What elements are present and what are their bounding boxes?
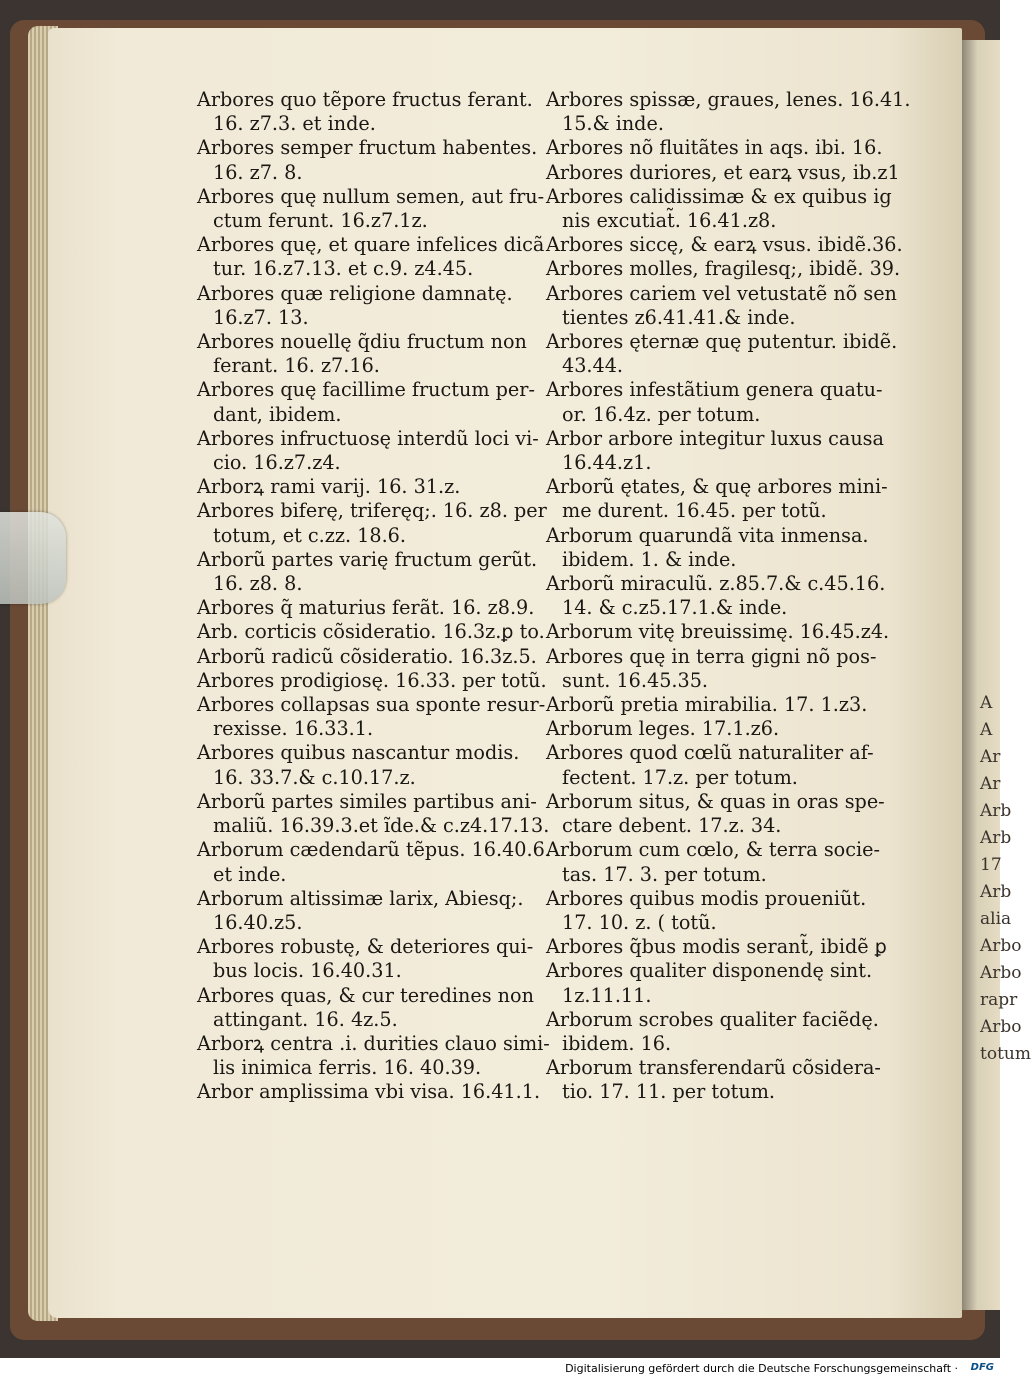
index-entry-heading: Arbores molles, fragilesq;, ibidẽ. 39. bbox=[546, 257, 901, 281]
index-entry bbox=[197, 596, 535, 620]
index-entry-continuation: ibidem. 1. & inde. bbox=[562, 547, 737, 571]
index-entry-heading: Arbores infestãtium genera quatu- bbox=[546, 378, 883, 402]
index-entry bbox=[546, 741, 876, 789]
index-entry bbox=[197, 668, 547, 693]
index-entry bbox=[546, 475, 888, 523]
index-entry bbox=[197, 499, 547, 547]
index-entry-heading: Arborũ partes similes partibus ani- bbox=[197, 789, 537, 813]
facing-page-fragment: Arbo bbox=[980, 936, 1022, 956]
index-entry-heading: Arbores quę in terra gigni nõ pos- bbox=[546, 644, 877, 668]
index-column-right bbox=[546, 88, 911, 1105]
index-entry-heading: Arbores quibus modis proueniũt. bbox=[546, 886, 867, 910]
index-entry-heading: Arborũ ętates, & quę arbores mini- bbox=[546, 475, 888, 499]
index-entry-heading: Arbores collapsas sua sponte resur- bbox=[197, 693, 546, 717]
index-entry-heading: Arborum quarundã vita inmensa. bbox=[546, 523, 869, 547]
index-entry bbox=[197, 741, 527, 789]
index-entry-heading: Arbores siccę, & earꝝ vsus. ibidẽ.36. bbox=[546, 233, 903, 257]
index-entry-continuation: 16. z7. 8. bbox=[213, 160, 303, 184]
index-entry-heading: Arbores quę, et quare infelices dicã bbox=[197, 233, 545, 257]
index-entry-continuation: nis excutiat̃. 16.41.z8. bbox=[562, 209, 777, 233]
facing-page-fragment: A bbox=[980, 693, 993, 713]
facing-page-fragment: 17 bbox=[980, 855, 1002, 875]
facing-page-text bbox=[980, 690, 1031, 1068]
index-entry-continuation: ferant. 16. z7.16. bbox=[213, 354, 380, 378]
index-entry-heading: Arbores cariem vel vetustatẽ nõ sen bbox=[546, 281, 897, 305]
index-entry bbox=[546, 572, 886, 620]
index-entry bbox=[197, 983, 534, 1032]
index-entry-heading: Arbores ęternæ quę putentur. ibidẽ. bbox=[546, 330, 898, 354]
index-entry-heading: Arborũ miraculũ. z.85.7.& c.45.16. bbox=[546, 572, 886, 596]
index-entry-heading: Arborum altissimæ larix, Abiesq;. bbox=[197, 886, 524, 910]
index-entry-continuation: tas. 17. 3. per totum. bbox=[562, 862, 767, 886]
index-entry bbox=[546, 184, 892, 233]
index-entry bbox=[197, 838, 551, 886]
index-entry-heading: Arbores semper fructum habentes. bbox=[197, 136, 538, 160]
index-entry bbox=[546, 426, 884, 475]
index-entry-continuation: 14. & c.z5.17.1.& inde. bbox=[562, 596, 788, 620]
index-entry bbox=[546, 233, 903, 257]
index-entry-heading: Arbores q̃bus modis serant̃, ibidẽ ꝑ bbox=[546, 935, 887, 959]
index-entry-continuation: totum, et c.zz. 18.6. bbox=[213, 523, 406, 547]
index-entry-continuation: tur. 16.z7.13. et c.9. z4.45. bbox=[213, 257, 474, 281]
index-entry-heading: Arbores qualiter disponendę sint. bbox=[546, 959, 873, 983]
index-entry bbox=[546, 281, 897, 330]
index-entry-continuation: 1z.11.11. bbox=[562, 983, 652, 1007]
index-entry bbox=[546, 887, 876, 935]
index-entry-continuation: cio. 16.z7.z4. bbox=[213, 451, 341, 475]
index-entry bbox=[546, 838, 880, 886]
index-entry-heading: Arbores infructuosę interdũ loci vi- bbox=[197, 426, 539, 450]
index-entry bbox=[197, 426, 539, 475]
index-entry bbox=[197, 693, 546, 741]
index-entry bbox=[546, 620, 890, 644]
facing-page-fragment: Arbo bbox=[980, 1017, 1022, 1037]
index-entry bbox=[546, 136, 883, 160]
index-entry bbox=[197, 935, 534, 983]
index-entry bbox=[546, 935, 887, 959]
index-entry-heading: Arbores nõ fluitãtes in aqs. ibi. 16. bbox=[546, 136, 883, 160]
index-entry bbox=[546, 645, 876, 693]
index-entry-continuation: tio. 17. 11. per totum. bbox=[562, 1080, 776, 1104]
index-entry-continuation: 16.z7. 13. bbox=[213, 305, 309, 329]
index-entry-heading: Arbor arbore integitur luxus causa bbox=[546, 426, 884, 450]
index-entry bbox=[546, 160, 900, 185]
index-entry-continuation: lis inimica ferris. 16. 40.39. bbox=[213, 1056, 482, 1080]
index-entry-continuation: 16. z7.3. et inde. bbox=[213, 112, 376, 136]
index-entry-heading: Arbores quę facillime fructum per- bbox=[197, 378, 535, 402]
index-entry-heading: Arborum transferendarũ cõsidera- bbox=[546, 1056, 881, 1080]
index-entry-continuation: me durent. 16.45. per totũ. bbox=[562, 499, 827, 523]
index-entry-heading: Arbores biferę, triferęq;. 16. z8. per bbox=[197, 499, 547, 523]
facing-page-fragment: Arb bbox=[980, 828, 1012, 848]
index-entry bbox=[197, 644, 537, 669]
index-entry-heading: Arbores prodigiosę. 16.33. per totũ. bbox=[197, 668, 547, 692]
index-entry bbox=[197, 136, 538, 184]
index-entry bbox=[546, 717, 876, 741]
index-entry-heading: Arborum leges. 17.1.z6. bbox=[546, 717, 780, 741]
footer-bar bbox=[0, 1358, 1000, 1380]
index-entry bbox=[197, 88, 533, 136]
index-entry-continuation: 16. z8. 8. bbox=[213, 572, 303, 596]
index-entry-heading: Arbores q̃ maturius ferãt. 16. z8.9. bbox=[197, 596, 535, 620]
index-entry bbox=[546, 1007, 879, 1056]
index-entry-continuation: 16.44.z1. bbox=[562, 451, 652, 475]
index-entry-heading: Arbores calidissimæ & ex quibus ig bbox=[546, 184, 892, 208]
facing-page-fragment: A bbox=[980, 720, 993, 740]
index-entry bbox=[197, 282, 527, 330]
index-entry-continuation: ctum ferunt. 16.z7.1z. bbox=[213, 209, 428, 233]
index-entry-heading: Arborum situs, & quas in oras spe- bbox=[546, 789, 885, 813]
index-entry-heading: Arborꝝ rami varij. 16. 31.z. bbox=[197, 475, 461, 499]
index-entry-continuation: rexisse. 16.33.1. bbox=[213, 717, 374, 741]
index-entry-heading: Arborũ partes varię fructum gerũt. bbox=[197, 547, 538, 571]
facing-page-fragment: Ar bbox=[980, 747, 1001, 767]
index-entry bbox=[546, 959, 876, 1007]
index-entry-continuation: sunt. 16.45.35. bbox=[562, 668, 709, 692]
index-entry bbox=[546, 524, 876, 572]
index-entry-continuation: or. 16.4z. per totum. bbox=[562, 402, 761, 426]
facing-page-fragment: rapr bbox=[980, 990, 1018, 1010]
facing-page-fragment: alia bbox=[980, 909, 1012, 929]
index-entry bbox=[197, 1031, 550, 1080]
index-entry bbox=[197, 330, 527, 378]
index-entry-heading: Arbor amplissima vbi visa. 16.41.1. bbox=[197, 1080, 541, 1104]
index-entry-continuation: 16. 33.7.& c.10.17.z. bbox=[213, 765, 416, 789]
index-entry-heading: Arborũ pretia mirabilia. 17. 1.z3. bbox=[546, 693, 868, 717]
index-entry bbox=[197, 233, 545, 281]
index-entry-heading: Arbores quę nullum semen, aut fru- bbox=[197, 184, 545, 208]
index-entry bbox=[546, 88, 911, 136]
index-entry-heading: Arborum cædendarũ tẽpus. 16.40.6. bbox=[197, 838, 551, 862]
dfg-logo: DFG bbox=[970, 1362, 994, 1373]
index-entry-continuation: tientes z6.41.41.& inde. bbox=[562, 305, 796, 329]
index-entry bbox=[546, 378, 883, 426]
index-entry-heading: Arborum scrobes qualiter faciẽdę. bbox=[546, 1007, 879, 1031]
index-entry-continuation: maliũ. 16.39.3.et ĩde.& c.z4.17.13. bbox=[213, 814, 550, 838]
index-entry-continuation: attingant. 16. 4z.5. bbox=[213, 1007, 398, 1031]
index-entry-heading: Arbores quæ religione damnatę. bbox=[197, 281, 513, 305]
facing-page-fragment: Arb bbox=[980, 801, 1012, 821]
index-entry-heading: Arbores nouellę q̃diu fructum non bbox=[197, 330, 527, 354]
index-entry-heading: Arb. corticis cõsideratio. 16.3z.ꝑ to. bbox=[197, 620, 545, 644]
index-entry bbox=[197, 620, 545, 644]
index-entry bbox=[197, 1080, 541, 1104]
facing-page-fragment: Arbo bbox=[980, 963, 1022, 983]
index-entry bbox=[197, 887, 527, 935]
index-entry-heading: Arbores quod cœlũ naturaliter af- bbox=[546, 741, 874, 765]
index-entry bbox=[546, 789, 885, 838]
index-entry-heading: Arbores quo tẽpore fructus ferant. bbox=[197, 88, 533, 111]
index-entry-continuation: ctare debent. 17.z. 34. bbox=[562, 814, 782, 838]
index-entry-continuation: 15.& inde. bbox=[562, 112, 664, 136]
index-entry-heading: Arborum vitę breuissimę. 16.45.z4. bbox=[546, 620, 890, 644]
index-entry bbox=[197, 547, 538, 596]
index-entry-heading: Arbores duriores, et earꝝ vsus, ib.z1 bbox=[546, 160, 900, 184]
index-entry-heading: Arbores spissæ, graues, lenes. 16.41. bbox=[546, 88, 911, 111]
index-entry-heading: Arbores quibus nascantur modis. bbox=[197, 741, 520, 765]
index-entry-heading: Arbores quas, & cur teredines non bbox=[197, 983, 534, 1007]
footer-credit: Digitalisierung gefördert durch die Deutsche Forschungsgemeinschaft · bbox=[565, 1362, 958, 1375]
index-entry bbox=[546, 330, 898, 378]
facing-page-fragment: totum bbox=[980, 1044, 1031, 1064]
index-entry bbox=[197, 789, 550, 838]
index-entry-heading: Arborꝝ centra .i. durities clauo simi- bbox=[197, 1031, 550, 1055]
index-entry-continuation: bus locis. 16.40.31. bbox=[213, 959, 402, 983]
index-entry bbox=[197, 184, 545, 233]
index-entry bbox=[546, 1056, 881, 1104]
index-entry-heading: Arborum cum cœlo, & terra socie- bbox=[546, 838, 880, 862]
index-entry bbox=[546, 693, 876, 717]
index-entry-heading: Arborũ radicũ cõsideratio. 16.3z.5. bbox=[197, 644, 537, 668]
index-column-left bbox=[197, 88, 551, 1105]
index-entry bbox=[546, 257, 901, 281]
index-entry-continuation: ibidem. 16. bbox=[562, 1031, 672, 1055]
facing-page-fragment: Arb bbox=[980, 882, 1012, 902]
index-entry bbox=[197, 378, 535, 426]
index-entry bbox=[197, 475, 527, 499]
index-entry-continuation: 16.40.z5. bbox=[213, 910, 303, 934]
index-entry-continuation: dant, ibidem. bbox=[213, 402, 342, 426]
page-clip bbox=[0, 512, 66, 604]
index-entry-continuation: 17. 10. z. ( totũ. bbox=[562, 910, 717, 934]
facing-page-fragment: Ar bbox=[980, 774, 1001, 794]
index-entry-heading: Arbores robustę, & deteriores qui- bbox=[197, 935, 534, 959]
index-entry-continuation: 43.44. bbox=[562, 354, 624, 378]
index-entry-continuation: et inde. bbox=[213, 862, 287, 886]
index-entry-continuation: fectent. 17.z. per totum. bbox=[562, 765, 798, 789]
